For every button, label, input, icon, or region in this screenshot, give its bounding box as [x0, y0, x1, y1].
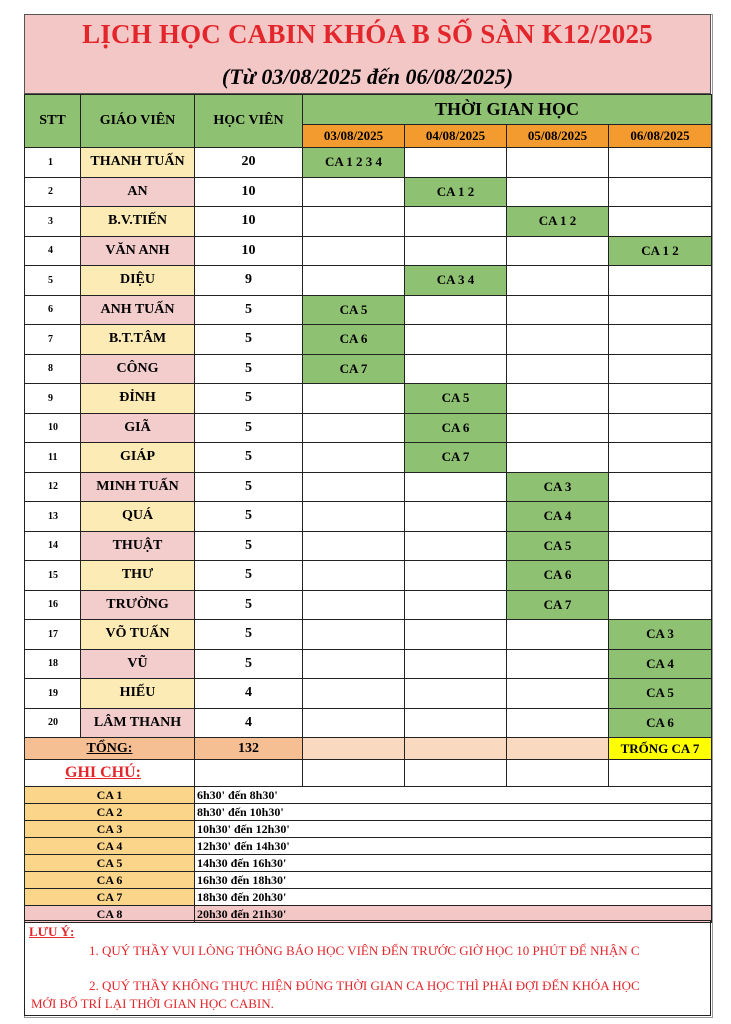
- row-teacher: GIÁP: [81, 443, 195, 473]
- row-shift-cell: CA 3: [609, 620, 712, 650]
- row-stt: 16: [25, 590, 81, 620]
- table-row: [25, 443, 712, 473]
- row-students: 5: [195, 413, 303, 443]
- row-shift-cell: CA 4: [609, 649, 712, 679]
- schedule-table: [24, 94, 712, 787]
- row-empty-cell: [507, 413, 609, 443]
- note-2: 2. QUÝ THẦY KHÔNG THỰC HIỆN ĐÚNG THỜI GIAN CA HỌC THÌ PHẢI ĐỢI ĐẾN KHÓA HỌC: [89, 978, 640, 993]
- total-empty-cell: [303, 738, 405, 760]
- shift-time: 10h30' đến 12h30': [195, 821, 712, 838]
- title-banner: [24, 14, 711, 94]
- row-empty-cell: [609, 590, 712, 620]
- row-empty-cell: [609, 472, 712, 502]
- row-shift-cell: CA 7: [303, 354, 405, 384]
- table-row: [25, 472, 712, 502]
- row-stt: 6: [25, 295, 81, 325]
- header-date-1: 03/08/2025: [303, 125, 405, 148]
- header-study-time: THỜI GIAN HỌC: [303, 95, 712, 125]
- row-shift-cell: CA 6: [303, 325, 405, 355]
- row-empty-cell: [609, 354, 712, 384]
- row-empty-cell: [303, 502, 405, 532]
- row-shift-cell: CA 4: [507, 502, 609, 532]
- row-students: 10: [195, 236, 303, 266]
- row-teacher: VĂN ANH: [81, 236, 195, 266]
- row-stt: 2: [25, 177, 81, 207]
- row-teacher: CÔNG: [81, 354, 195, 384]
- row-students: 5: [195, 295, 303, 325]
- notes-label: GHI CHÚ:: [25, 760, 195, 787]
- row-empty-cell: [405, 679, 507, 709]
- row-empty-cell: [609, 502, 712, 532]
- row-stt: 7: [25, 325, 81, 355]
- shift-time: 6h30' đến 8h30': [195, 787, 712, 804]
- row-teacher: MINH TUẤN: [81, 472, 195, 502]
- row-empty-cell: [507, 177, 609, 207]
- shift-name: CA 5: [25, 855, 195, 872]
- row-empty-cell: [507, 620, 609, 650]
- shift-time: 20h30 đến 21h30': [195, 906, 712, 923]
- table-row: [25, 531, 712, 561]
- row-stt: 15: [25, 561, 81, 591]
- shift-name: CA 7: [25, 889, 195, 906]
- row-shift-cell: CA 5: [507, 531, 609, 561]
- shift-name: CA 6: [25, 872, 195, 889]
- row-empty-cell: [609, 177, 712, 207]
- row-empty-cell: [507, 325, 609, 355]
- row-empty-cell: [405, 620, 507, 650]
- row-empty-cell: [303, 177, 405, 207]
- notes-empty-cell: [303, 760, 405, 787]
- table-row: [25, 561, 712, 591]
- shift-row: [25, 889, 712, 906]
- row-shift-cell: CA 7: [507, 590, 609, 620]
- row-stt: 12: [25, 472, 81, 502]
- row-empty-cell: [405, 148, 507, 178]
- page-title: LỊCH HỌC CABIN KHÓA B SỐ SÀN K12/2025: [82, 19, 653, 49]
- row-teacher: QUÁ: [81, 502, 195, 532]
- row-teacher: THUẬT: [81, 531, 195, 561]
- row-students: 5: [195, 502, 303, 532]
- row-shift-cell: CA 5: [303, 295, 405, 325]
- row-empty-cell: [303, 679, 405, 709]
- row-students: 5: [195, 443, 303, 473]
- shift-name: CA 4: [25, 838, 195, 855]
- row-students: 10: [195, 177, 303, 207]
- row-empty-cell: [507, 148, 609, 178]
- row-empty-cell: [405, 531, 507, 561]
- shift-name: CA 8: [25, 906, 195, 923]
- row-shift-cell: CA 7: [405, 443, 507, 473]
- row-empty-cell: [405, 325, 507, 355]
- row-teacher: GIÃ: [81, 413, 195, 443]
- header-date-3: 05/08/2025: [507, 125, 609, 148]
- row-empty-cell: [609, 148, 712, 178]
- table-row: [25, 177, 712, 207]
- table-row: [25, 620, 712, 650]
- row-empty-cell: [405, 708, 507, 738]
- row-empty-cell: [303, 236, 405, 266]
- total-empty-cell: [405, 738, 507, 760]
- shift-time: 18h30 đến 20h30': [195, 889, 712, 906]
- row-teacher: VÕ TUẤN: [81, 620, 195, 650]
- row-shift-cell: CA 5: [405, 384, 507, 414]
- row-teacher: ĐỈNH: [81, 384, 195, 414]
- row-students: 5: [195, 472, 303, 502]
- row-empty-cell: [303, 443, 405, 473]
- row-empty-cell: [303, 531, 405, 561]
- notes-empty-cell: [609, 760, 712, 787]
- row-stt: 14: [25, 531, 81, 561]
- row-stt: 11: [25, 443, 81, 473]
- table-row: [25, 325, 712, 355]
- row-teacher: ANH TUẤN: [81, 295, 195, 325]
- row-empty-cell: [405, 590, 507, 620]
- shift-times-table: [24, 786, 712, 923]
- row-students: 5: [195, 590, 303, 620]
- table-row: [25, 354, 712, 384]
- notes-empty-cell: [507, 760, 609, 787]
- shift-row: [25, 804, 712, 821]
- row-teacher: LÂM THANH: [81, 708, 195, 738]
- row-teacher: B.T.TÂM: [81, 325, 195, 355]
- row-stt: 20: [25, 708, 81, 738]
- notes-box: [24, 920, 711, 1016]
- row-empty-cell: [507, 443, 609, 473]
- row-empty-cell: [303, 413, 405, 443]
- table-row: [25, 384, 712, 414]
- row-empty-cell: [405, 502, 507, 532]
- row-stt: 18: [25, 649, 81, 679]
- row-empty-cell: [609, 443, 712, 473]
- row-empty-cell: [609, 207, 712, 237]
- row-empty-cell: [405, 649, 507, 679]
- row-empty-cell: [405, 472, 507, 502]
- row-students: 5: [195, 384, 303, 414]
- header-date-2: 04/08/2025: [405, 125, 507, 148]
- row-students: 5: [195, 354, 303, 384]
- shift-name: CA 3: [25, 821, 195, 838]
- total-note: TRỐNG CA 7: [609, 738, 712, 760]
- row-empty-cell: [507, 295, 609, 325]
- row-empty-cell: [609, 325, 712, 355]
- row-stt: 10: [25, 413, 81, 443]
- note-2-continued: MỚI BỐ TRÍ LẠI THỜI GIAN HỌC CABIN.: [31, 996, 274, 1011]
- table-row: [25, 207, 712, 237]
- table-row: [25, 413, 712, 443]
- row-shift-cell: CA 5: [609, 679, 712, 709]
- row-students: 10: [195, 207, 303, 237]
- shift-row: [25, 838, 712, 855]
- note-1: 1. QUÝ THẦY VUI LÒNG THÔNG BÁO HỌC VIÊN ĐẾN TRƯỚC GIỜ HỌC 10 PHÚT ĐỂ NHẬN C: [89, 943, 640, 958]
- table-row: [25, 590, 712, 620]
- shift-row: [25, 787, 712, 804]
- row-teacher: DIỆU: [81, 266, 195, 296]
- row-teacher: TRƯỜNG: [81, 590, 195, 620]
- table-row: [25, 266, 712, 296]
- shift-row: [25, 855, 712, 872]
- row-empty-cell: [303, 472, 405, 502]
- row-empty-cell: [303, 207, 405, 237]
- table-row: [25, 502, 712, 532]
- row-empty-cell: [303, 384, 405, 414]
- shift-time: 8h30' đến 10h30': [195, 804, 712, 821]
- row-students: 5: [195, 620, 303, 650]
- row-stt: 8: [25, 354, 81, 384]
- shift-time: 16h30 đến 18h30': [195, 872, 712, 889]
- row-empty-cell: [303, 620, 405, 650]
- row-empty-cell: [609, 413, 712, 443]
- row-empty-cell: [507, 384, 609, 414]
- row-students: 4: [195, 708, 303, 738]
- row-empty-cell: [507, 236, 609, 266]
- row-stt: 1: [25, 148, 81, 178]
- total-value: 132: [195, 738, 303, 760]
- row-stt: 9: [25, 384, 81, 414]
- row-empty-cell: [609, 295, 712, 325]
- row-teacher: AN: [81, 177, 195, 207]
- row-empty-cell: [405, 561, 507, 591]
- row-empty-cell: [609, 531, 712, 561]
- row-empty-cell: [303, 649, 405, 679]
- row-teacher: B.V.TIẾN: [81, 207, 195, 237]
- page-subtitle: (Từ 03/08/2025 đến 06/08/2025): [221, 64, 514, 89]
- table-row: [25, 236, 712, 266]
- total-label: TỔNG:: [25, 738, 195, 760]
- row-stt: 17: [25, 620, 81, 650]
- header-teacher: GIÁO VIÊN: [81, 95, 195, 148]
- row-shift-cell: CA 1 2: [405, 177, 507, 207]
- row-empty-cell: [405, 207, 507, 237]
- row-empty-cell: [609, 384, 712, 414]
- row-stt: 5: [25, 266, 81, 296]
- row-shift-cell: CA 1 2: [507, 207, 609, 237]
- row-stt: 3: [25, 207, 81, 237]
- row-students: 4: [195, 679, 303, 709]
- row-stt: 4: [25, 236, 81, 266]
- row-empty-cell: [303, 708, 405, 738]
- shift-time: 14h30 đến 16h30': [195, 855, 712, 872]
- row-students: 5: [195, 649, 303, 679]
- table-row: [25, 649, 712, 679]
- row-students: 5: [195, 531, 303, 561]
- row-empty-cell: [609, 561, 712, 591]
- row-teacher: VŨ: [81, 649, 195, 679]
- row-empty-cell: [405, 236, 507, 266]
- luu-y-label: LƯU Ý:: [29, 924, 75, 939]
- row-shift-cell: CA 6: [405, 413, 507, 443]
- shift-row: [25, 872, 712, 889]
- row-shift-cell: CA 6: [609, 708, 712, 738]
- row-students: 20: [195, 148, 303, 178]
- row-shift-cell: CA 6: [507, 561, 609, 591]
- row-shift-cell: CA 1 2 3 4: [303, 148, 405, 178]
- notes-empty-cell: [195, 760, 303, 787]
- row-teacher: THANH TUẤN: [81, 148, 195, 178]
- row-empty-cell: [507, 649, 609, 679]
- notes-empty-cell: [405, 760, 507, 787]
- row-stt: 19: [25, 679, 81, 709]
- row-students: 5: [195, 561, 303, 591]
- row-shift-cell: CA 1 2: [609, 236, 712, 266]
- shift-name: CA 1: [25, 787, 195, 804]
- row-teacher: THƯ: [81, 561, 195, 591]
- header-date-4: 06/08/2025: [609, 125, 712, 148]
- row-empty-cell: [405, 295, 507, 325]
- shift-row: [25, 821, 712, 838]
- row-empty-cell: [405, 354, 507, 384]
- shift-name: CA 2: [25, 804, 195, 821]
- table-row: [25, 148, 712, 178]
- row-shift-cell: CA 3: [507, 472, 609, 502]
- header-stt: STT: [25, 95, 81, 148]
- row-students: 5: [195, 325, 303, 355]
- table-row: [25, 295, 712, 325]
- row-empty-cell: [303, 590, 405, 620]
- header-students: HỌC VIÊN: [195, 95, 303, 148]
- row-empty-cell: [507, 679, 609, 709]
- row-empty-cell: [303, 561, 405, 591]
- table-row: [25, 708, 712, 738]
- shift-time: 12h30' đến 14h30': [195, 838, 712, 855]
- row-teacher: HIẾU: [81, 679, 195, 709]
- total-empty-cell: [507, 738, 609, 760]
- row-empty-cell: [609, 266, 712, 296]
- row-students: 9: [195, 266, 303, 296]
- row-empty-cell: [507, 354, 609, 384]
- row-empty-cell: [303, 266, 405, 296]
- row-empty-cell: [507, 266, 609, 296]
- row-empty-cell: [507, 708, 609, 738]
- row-shift-cell: CA 3 4: [405, 266, 507, 296]
- row-stt: 13: [25, 502, 81, 532]
- table-row: [25, 679, 712, 709]
